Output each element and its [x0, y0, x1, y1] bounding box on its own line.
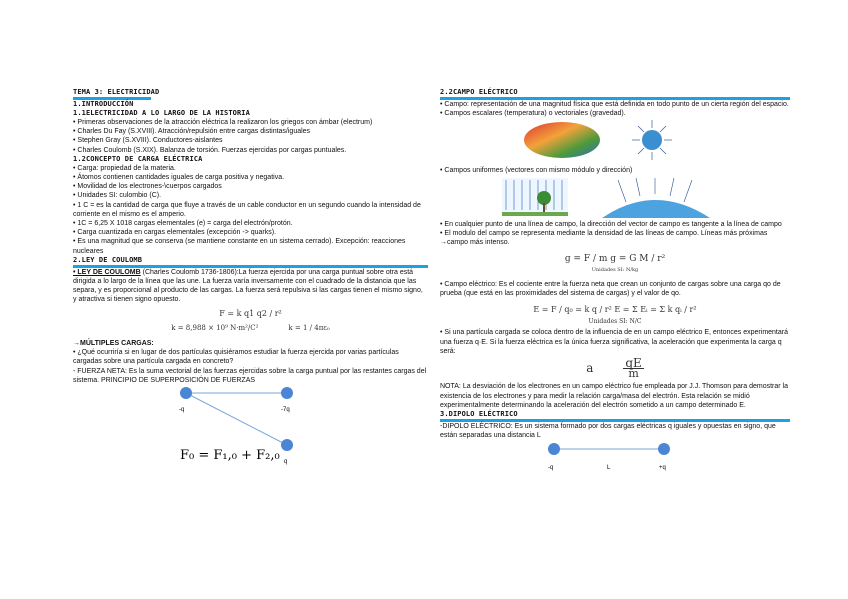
charge-bullet-4: • Unidades SI: culombio (C).: [73, 192, 162, 200]
scalar-vector-images: [440, 118, 790, 166]
acceleration-symbol: a: [586, 361, 594, 376]
coulomb-law-text: (Charles Coulomb 1736-1806):La fuerza ejercida por una carga puntual sobre otra está dirigida a lo largo de la línea que las une. La fuerza varía inversamente con el cuadrado de la distancia que las separa, y es proporcional al producto de las cargas. La fuerza será repulsiva si las cargas tienen el mismo signo, y atractiva si tienen signo opuesto.: [73, 268, 423, 304]
acceleration-numerator: qE: [625, 356, 642, 371]
acceleration-denominator: m: [628, 367, 639, 381]
field-heading: 2.2CAMPO ELÉCTRICO: [440, 88, 518, 96]
uniform-field-earth-image: [602, 178, 710, 218]
charge-bullet-1: • Carga: propiedad de la materia.: [73, 164, 176, 172]
charge-bullet-5: • 1 C = es la cantidad de carga que fluye a través de un cable conductor en un segundo cuando la intensidad de corriente en el mismo es el amperio.: [73, 201, 421, 218]
history-heading: 1.1ELECTRICIDAD A LO LARGO DE LA HISTORIA: [73, 109, 250, 117]
coulomb-paragraph: [73, 268, 428, 305]
intro-heading: 1.INTRODUCCIÓN: [73, 100, 134, 108]
coulomb-law-label: • LEY DE COULOMB: [73, 268, 141, 276]
label-minus-7q: -7q: [281, 407, 290, 414]
page-title: TEMA 3: ELECTRICIDAD: [73, 88, 160, 96]
gravity-field-image: [632, 120, 672, 160]
charge-bullet-2: • Átomos contienen cantidades iguales de carga positiva y negativa.: [73, 174, 285, 182]
coulomb-formula: F = k q1 q2 / r²: [219, 308, 282, 318]
coulomb-constant-row: [73, 324, 428, 333]
dipole-label-distance: L: [607, 465, 611, 472]
multiple-charges-question: • ¿Qué ocurriría si en lugar de dos partículas quisiéramos estudiar la fuerza ejercida por varias partículas cargadas sobre una partícula cargada en concreto?: [73, 349, 399, 366]
field-bullet-1: • Campo: representación de una magnitud física que está definida en todo punto de un cierta región del espacio.: [440, 101, 789, 108]
charge-bullet-3: • Movilidad de los electrones-\cuerpos cargados: [73, 183, 222, 191]
uniform-field-tree-image: [502, 178, 568, 216]
field-bullet-2: • Campos escalares (temperatura) o vectoriales (gravedad).: [440, 110, 626, 118]
dipole-negative-charge: [548, 443, 560, 455]
electric-field-definition: • Campo eléctrico: Es el cociente entre la fuerza neta que crean un conjunto de cargas sobre una carga qo de prueba (que está en las proximidades del sistema de cargas) y el valor de qo.: [440, 280, 781, 297]
dipole-label-negative: -q: [548, 465, 554, 472]
diagram-line-diagonal: [186, 393, 287, 445]
dipole-definition: -DIPOLO ELÉCTRICO: Es un sistema formado por dos cargas eléctricas q iguales y opuestas en signo, que están separadas una distancia L: [440, 423, 776, 440]
gravity-field-formula: g = F / m g = G M / r²: [564, 254, 666, 265]
charge-bullet-6: • 1C = 6,25 X 1018 cargas elementales (e) = carga del electrón/protón.: [73, 220, 293, 228]
net-force-definition: - FUERZA NETA: Es la suma vectorial de las fuerzas ejercidas sobre la carga puntual por las restantes cargas del sistema. PRINCIPIO DE SUPERPOSICIÓN DE FUERZAS: [73, 367, 427, 384]
coulomb-constant: k = 8,988 × 10⁹ N·m²/C²: [171, 323, 259, 332]
acceleration-fraction: [623, 356, 643, 381]
history-bullet-1: • Primeras observaciones de la atracción eléctrica la realizaron los griegos con ámbar (electrum): [73, 119, 373, 126]
dipole-diagram: [440, 440, 790, 474]
thomson-note: NOTA: La desviación de los electrones en un campo eléctrico fue empleada por J.J. Thomson para demostrar la existencia de los electrones y para medir la relación carga/masa del electrón. Esta relación se midió experimentalmente determinando la aceleración del electrón sometido a un campo determinado E.: [440, 383, 788, 409]
dipole-positive-charge: [658, 443, 670, 455]
charge-bullet-7: • Carga cuantizada en cargas elementales (excepción -> quarks).: [73, 229, 277, 237]
gravity-field-unit: Unidades SI: N/kg: [591, 267, 639, 274]
label-minus-q: -q: [179, 407, 185, 414]
history-bullet-3: • Stephen Gray (S.XVIII). Conductores-aislantes: [73, 137, 223, 145]
coulomb-constant-epsilon: k = 1 / 4πε₀: [288, 323, 330, 332]
acceleration-formula: [440, 356, 790, 381]
uniform-field-bullet: • Campos uniformes (vectores con mismo módulo y dirección): [440, 167, 633, 175]
left-column: [73, 88, 428, 470]
field-bullet-4: • El modulo del campo se representa mediante la densidad de las líneas de campo. Líneas más próximas →campo más intenso.: [440, 229, 768, 247]
right-column: [440, 88, 790, 478]
multiple-charges-heading: →MÚLTIPLES CARGAS:: [73, 340, 154, 348]
history-bullet-2: • Charles Du Fay (S.XVIII). Atracción/repulsión entre cargas distintas/iguales: [73, 128, 311, 136]
history-bullet-4: • Charles Coulomb (S.XIX). Balanza de torsión. Fuerzas ejercidas por cargas puntuales.: [73, 146, 347, 154]
coulomb-heading: 2.LEY DE COULOMB: [73, 255, 143, 264]
label-q: q: [284, 459, 288, 466]
particle-in-field-text: • Si una partícula cargada se coloca dentro de la influencia de en un campo eléctrico E, entonces experimentará una fuerza q·E. Si la fuerza eléctrica es la única fuerza significativa, la aceleración que experimenta la carga q será:: [440, 329, 788, 355]
electric-field-formula: E = F / q₀ = k q / r² E = Σ Eᵢ = Σ k qᵢ / r²: [533, 305, 697, 315]
superposition-diagram: [73, 385, 428, 467]
field-bullet-3: • En cualquier punto de una línea de campo, la dirección del vector de campo es tangente a la línea de campo: [440, 220, 782, 228]
charge-minus-q: [180, 387, 192, 399]
dipole-label-positive: +q: [659, 465, 666, 472]
electric-field-unit: Unidades SI: N/C: [588, 318, 642, 326]
charge-bullet-8: • Es una magnitud que se conserva (se mantiene constante en un sistema cerrado). Excepción: reacciones nucleares: [73, 238, 406, 255]
charge-q: [281, 439, 293, 451]
temperature-map-image: [524, 122, 600, 158]
charge-heading: 1.2CONCEPTO DE CARGA ELÉCTRICA: [73, 154, 203, 163]
superposition-formula: F₀ = F₁,₀ + F₂,₀: [180, 448, 280, 464]
uniform-field-images: [440, 176, 790, 220]
charge-minus-7q: [281, 387, 293, 399]
dipole-heading: 3.DIPOLO ELÉCTRICO: [440, 410, 518, 419]
